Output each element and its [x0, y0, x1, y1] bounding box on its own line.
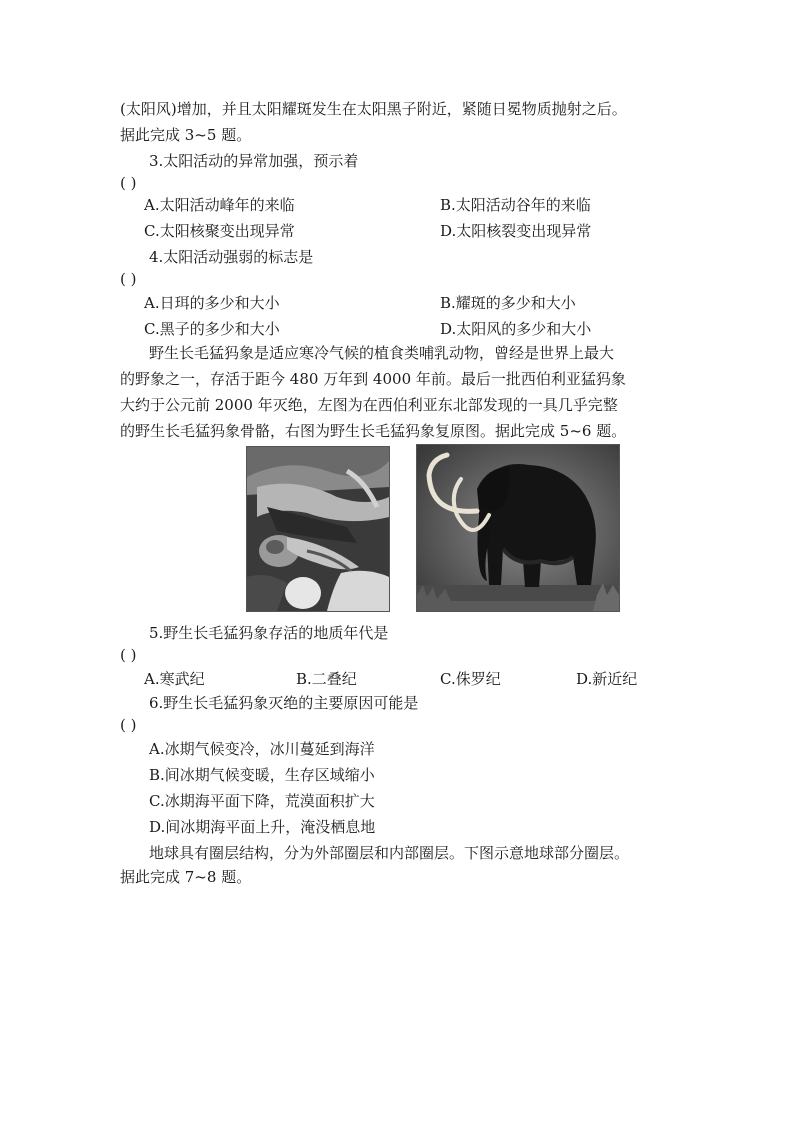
passage-2-line-2: 的野象之一，存活于距今 480 万年到 4000 年前。最后一批西伯利亚猛犸象: [120, 370, 626, 388]
q3-option-d: D.太阳核裂变出现异常: [440, 222, 592, 240]
mammoth-reconstruction-photo: [416, 444, 620, 612]
q5-option-b: B.二叠纪: [296, 670, 357, 688]
q5-stem: 5.野生长毛猛犸象存活的地质年代是: [149, 624, 389, 642]
q4-answer-paren: ( ): [120, 270, 137, 288]
q6-option-d: D.间冰期海平面上升，淹没栖息地: [149, 818, 376, 836]
q6-stem: 6.野生长毛猛犸象灭绝的主要原因可能是: [149, 694, 419, 712]
q5-option-c: C.侏罗纪: [440, 670, 501, 688]
q5-answer-paren: ( ): [120, 646, 137, 664]
q3-option-b: B.太阳活动谷年的来临: [440, 196, 591, 214]
q4-option-c: C.黑子的多少和大小: [144, 320, 280, 338]
q3-option-a: A.太阳活动峰年的来临: [144, 196, 295, 214]
passage-2-line-3: 大约于公元前 2000 年灭绝，左图为在西伯利亚东北部发现的一具几乎完整: [120, 396, 618, 414]
q5-option-a: A.寒武纪: [144, 670, 205, 688]
q6-answer-paren: ( ): [120, 716, 137, 734]
q6-option-a: A.冰期气候变冷，冰川蔓延到海洋: [149, 740, 375, 758]
q3-stem: 3.太阳活动的异常加强，预示着: [149, 152, 359, 170]
passage-2-line-1: 野生长毛猛犸象是适应寒冷气候的植食类哺乳动物，曾经是世界上最大: [149, 344, 615, 362]
q5-option-d: D.新近纪: [576, 670, 638, 688]
q6-option-c: C.冰期海平面下降，荒漠面积扩大: [149, 792, 375, 810]
mammoth-skeleton-photo: [246, 446, 390, 612]
intro-line-1: (太阳风)增加，并且太阳耀斑发生在太阳黑子附近，紧随日冕物质抛射之后。: [120, 100, 627, 118]
q3-option-c: C.太阳核聚变出现异常: [144, 222, 295, 240]
q4-stem: 4.太阳活动强弱的标志是: [149, 248, 314, 266]
q6-option-b: B.间冰期气候变暖，生存区域缩小: [149, 766, 375, 784]
q4-option-a: A.日珥的多少和大小: [144, 294, 280, 312]
passage-3-line-2: 据此完成 7~8 题。: [120, 868, 252, 886]
q3-answer-paren: ( ): [120, 174, 137, 192]
q4-option-b: B.耀斑的多少和大小: [440, 294, 576, 312]
passage-2-line-4: 的野生长毛猛犸象骨骼，右图为野生长毛猛犸象复原图。据此完成 5~6 题。: [120, 422, 627, 440]
q4-option-d: D.太阳风的多少和大小: [440, 320, 592, 338]
passage-3-line-1: 地球具有圈层结构，分为外部圈层和内部圈层。下图示意地球部分圈层。: [149, 844, 630, 862]
intro-line-2: 据此完成 3~5 题。: [120, 126, 252, 144]
